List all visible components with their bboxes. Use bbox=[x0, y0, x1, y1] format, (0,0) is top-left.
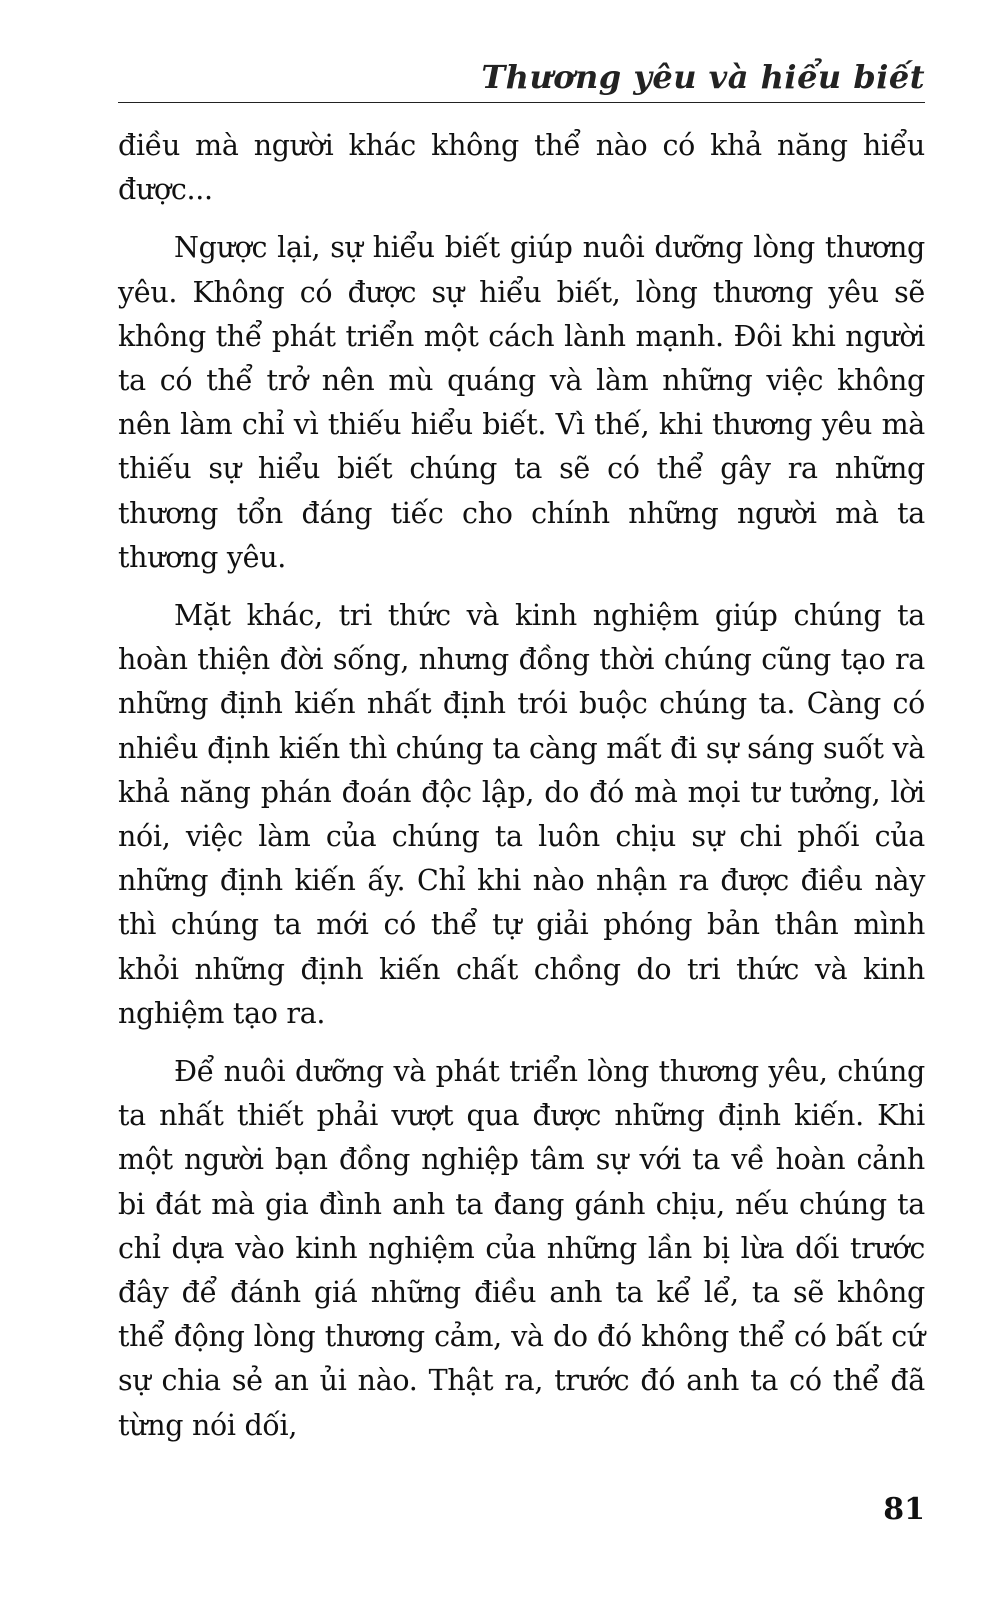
page-number: 81 bbox=[883, 1492, 925, 1527]
paragraph: Mặt khác, tri thức và kinh nghiệm giúp chúng ta hoàn thiện đời sống, nhưng đồng thời chúng cũng tạo ra những định kiến nhất định trói buộc chúng ta. Càng có nhiều định kiến thì chúng ta càng mất đi sự sáng suốt và khả năng phán đoán độc lập, do đó mà mọi tư tưởng, lời nói, việc làm của chúng ta luôn chịu sự chi phối của những định kiến ấy. Chỉ khi nào nhận ra được điều này thì chúng ta mới có thể tự giải phóng bản thân mình khỏi những định kiến chất chồng do tri thức và kinh nghiệm tạo ra. bbox=[118, 599, 925, 1030]
running-header bbox=[118, 52, 925, 103]
paragraph-continued: điều mà người khác không thể nào có khả năng hiểu được... bbox=[118, 129, 925, 207]
chapter-title: Thương yêu và hiểu biết bbox=[481, 58, 925, 96]
paragraph: Ngược lại, sự hiểu biết giúp nuôi dưỡng lòng thương yêu. Không có được sự hiểu biết, lòng thương yêu sẽ không thể phát triển một cách lành mạnh. Đôi khi người ta có thể trở nên mù quáng và làm những việc không nên làm chỉ vì thiếu hiểu biết. Vì thế, khi thương yêu mà thiếu sự hiểu biết chúng ta sẽ có thể gây ra những thương tổn đáng tiếc cho chính những người mà ta thương yêu. bbox=[118, 231, 925, 574]
paragraph: Để nuôi dưỡng và phát triển lòng thương yêu, chúng ta nhất thiết phải vượt qua được những định kiến. Khi một người bạn đồng nghiệp tâm sự với ta về hoàn cảnh bi đát mà gia đình anh ta đang gánh chịu, nếu chúng ta chỉ dựa vào kinh nghiệm của những lần bị lừa dối trước đây để đánh giá những điều anh ta kể lể, ta sẽ không thể động lòng thương cảm, và do đó không thể có bất cứ sự chia sẻ an ủi nào. Thật ra, trước đó anh ta có thể đã từng nói dối, bbox=[118, 1055, 925, 1442]
body-text bbox=[118, 124, 925, 1448]
